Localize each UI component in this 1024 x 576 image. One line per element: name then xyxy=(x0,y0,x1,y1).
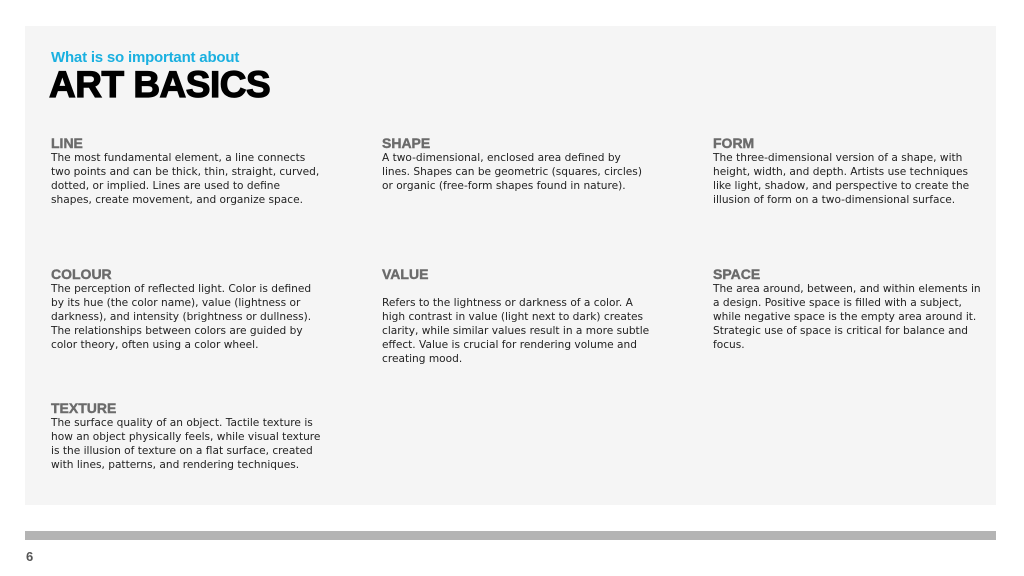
section-body: The three-dimensional version of a shape, with height, width, and depth. Artists use techniques like light, shadow, and perspective to create the illusion of form on a two-dimensional surface. xyxy=(713,152,970,206)
section-form xyxy=(713,136,983,207)
section-body: The most fundamental element, a line connects two points and can be thick, thin, straight, curved, dotted, or implied. Lines are used to define shapes, create movement, and organize space. xyxy=(51,152,320,206)
section-heading: LINE xyxy=(51,135,83,151)
section-body: The perception of reflected light. Color is defined by its hue (the color name), value (lightness or darkness), and intensity (brightness or dullness). The relationships between colors are guided by color theory, often using a color wheel. xyxy=(51,283,312,351)
section-heading: VALUE xyxy=(382,266,429,282)
section-body: The surface quality of an object. Tactile texture is how an object physically feels, while visual texture is the illusion of texture on a flat surface, created with lines, patterns, and rendering techniques. xyxy=(51,417,321,471)
page-number: 6 xyxy=(26,549,34,564)
slide-kicker: What is so important about xyxy=(51,49,240,66)
section-heading: SPACE xyxy=(713,266,761,282)
footer-bar xyxy=(25,531,996,540)
section-heading: TEXTURE xyxy=(51,400,117,416)
section-colour xyxy=(51,267,321,352)
section-space xyxy=(713,267,983,352)
section-value xyxy=(382,267,652,366)
slide-title: ART BASICS xyxy=(49,64,271,105)
section-shape xyxy=(382,136,652,193)
section-body: A two-dimensional, enclosed area defined by lines. Shapes can be geometric (squares, circles) or organic (free-form shapes found in nature). xyxy=(382,152,642,192)
section-line xyxy=(51,136,321,207)
section-body: Refers to the lightness or darkness of a color. A high contrast in value (light next to dark) creates clarity, while similar values result in a more subtle effect. Value is crucial for rendering volume and creating mood. xyxy=(382,297,650,365)
section-body: The area around, between, and within elements in a design. Positive space is filled with a subject, while negative space is the empty area around it. Strategic use of space is critical for balance and focus. xyxy=(713,283,981,351)
section-heading: SHAPE xyxy=(382,135,431,151)
section-heading: COLOUR xyxy=(51,266,112,282)
section-heading: FORM xyxy=(713,135,755,151)
section-texture xyxy=(51,401,321,472)
